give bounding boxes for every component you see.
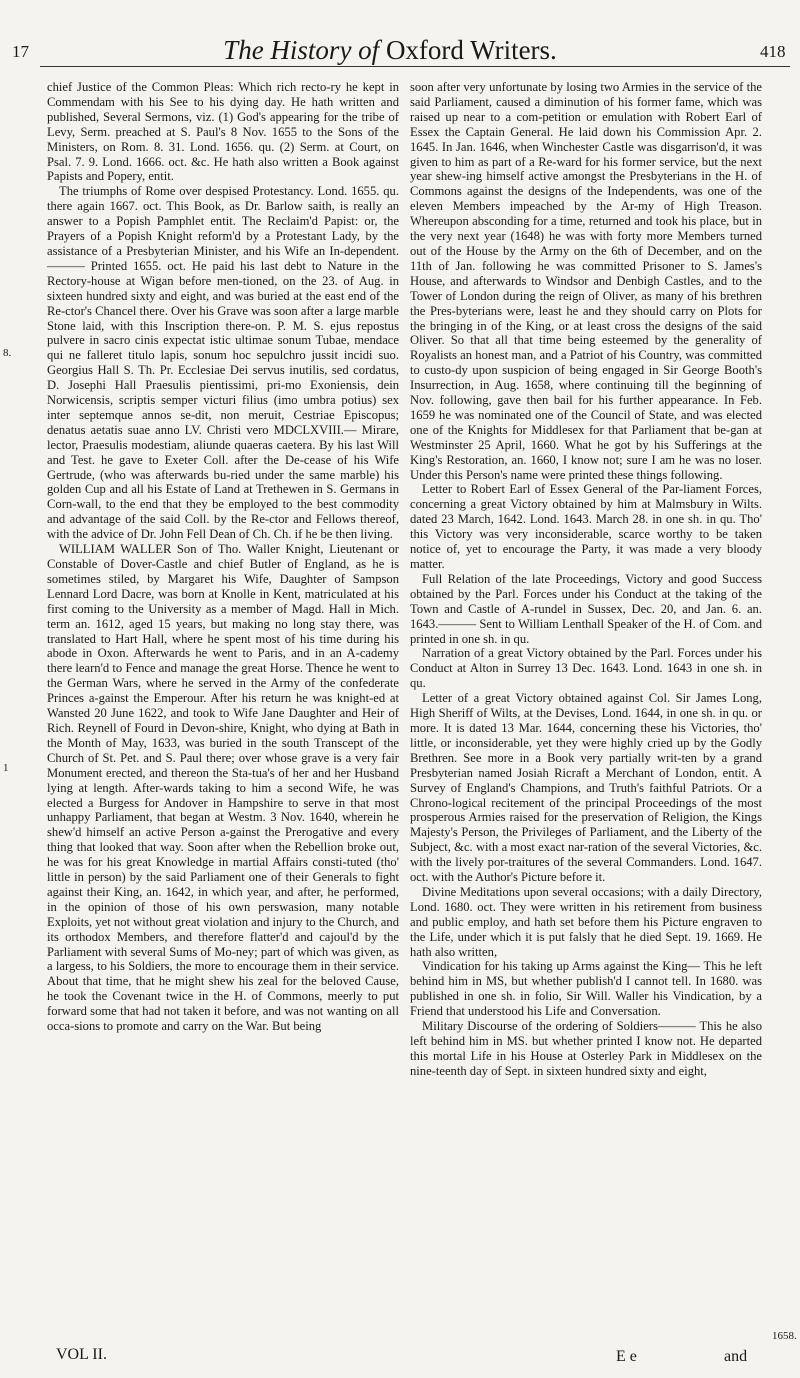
right-page-number: 418 [760,42,786,61]
paragraph: soon after very unfortunate by losing two Armies in the service of the said Parliament, caused a diminution of his former fame, which was raised up near to a com-petition or emulation with Robert Earl of Essex the Captain General. He laid down his Commission Apr. 2. 1645. In Jan. 1646, when Winchester Castle was disgarrison'd, it was given to him as part of a Re-ward for his former service, but the next year shew-ing himself active amongst the Presbyterians in the H. of Commons against the designs of the Independents, was one of the eleven Members impeached by the Ar-my of High Treason. Whereupon absconding for a time, returned and took his place, but in the very next year (1648) he was with forty more Members turned out of the House by the Army on the 6th of December, and on the 11th of Jan. following he was committed Prisoner to S. James's House, and afterwards to Windsor and Denbigh Castles, and to the Tower of London during the reign of Oliver, as many of his brethren the Pres-byterians were, least he and they should carry on Plots for the bringing in of the King, or at least cross the designs of the said Oliver. So that all that time being esteemed by the generality of Royalists an honest man, and a Patriot of his Country, was committed to custo-dy upon suspicion of being engaged in Sir George Booth's Insurrection, in Aug. 1658, where continuing till the beginning of Nov. following, gave then bail for his further appearance. In Feb. 1659 he was nominated one of the Council of State, and was elected one of the Knights for Middlesex for that Parliament that be-gan at Westminster 25 April, 1660. What he got by his Sufferings at the King's Restoration, an. 1660, I know not; sure I am he was no loser. Under this Person's name were printed these things following. [410,80,762,482]
margin-mark-2: 1 [3,762,9,774]
paragraph: Narration of a great Victory obtained by the Parl. Forces under his Conduct at Alton in Surrey 13 Dec. 1643. Lond. 1643 in one sh. in qu. [410,646,762,691]
paragraph: Divine Meditations upon several occasions; with a daily Directory, Lond. 1680. oct. They were written in his retirement from business and public employ, and hath set before them his Picture engraven to the Life, under which it is put falsly that he died Sept. 19. 1669. He hath also written, [410,884,762,959]
right-column [410,80,762,1079]
left-page-number: 17 [12,42,29,61]
volume-signature: VOL II. [56,1346,107,1363]
paragraph: The triumphs of Rome over despised Protestancy. Lond. 1655. qu. there again 1667. oct. This Book, as Dr. Barlow saith, is really an answer to a Popish Pamphlet entit. The Reclaim'd Papist: or, the Prayers of a Popish Knight reform'd by a Protestant Lady, by the assistance of a Presbyterian Minister, and his Wife an In-dependent.——— Printed 1655. oct. He paid his last debt to Nature in the Rectory-house at Wigan before men-tioned, on the 23. of Aug. in sixteen hundred sixty and eight, and was buried at the east end of the Re-ctor's Chancel there. Over his Grave was soon after a large marble Stone laid, with this Inscription there-on. P. M. S. ejus repostus pulvere in sacro cinis expectat istic ultimae sonum Tubae, mendace qui ne falleret titulo lapis, sonum hoc sepulchro jussit incidi suo. Georgius Hall S. Th. Pr. Ecclesiae Dei servus inutilis, sed cordatus, D. Josephi Hall Praesulis pientissimi, pri-mo Exoniensis, dein Norwicensis, scriptis semper victuri filius (imo umbra potius) sex inter septemque annos se-dit, non meruit, Cestriae Episcopus; denatus aetatis suae anno LV. Christi vero MDCLXVIII.— Mirare, lector, Praesulis modestiam, aliunde quaeras caetera. By his last Will and Test. he gave to Exeter Coll. after the De-cease of his Wife Gertrude, (who was afterwards bu-ried under the same marble) his golden Cup and all his Estate of Land at Trethewen in S. Germans in Corn-wall, to the end that they be employed to the best commodity and advantage of the said Coll. by the Re-ctor and Fellows thereof, with the advice of Dr. John Fell Dean of Ch. Ch. if he be then living. [47,184,399,542]
running-title [140,35,640,66]
running-header [0,20,800,68]
gathering-signature: E e [616,1348,637,1365]
left-column [47,80,399,1034]
paragraph: WILLIAM WALLER Son of Tho. Waller Knight, Lieutenant or Constable of Dover-Castle and chief Butler of England, as he is sometimes stiled, by Margaret his Wife, Daughter of Sampson Lennard Lord Dacre, was born at Knolle in Kent, matriculated at his first coming to the University as a member of Magd. Hall in Mich. term an. 1612, aged 15 years, but making no long stay there, was translated to Hart Hall, where he spent most of his time during his abode in Oxon. Afterwards he went to Paris, and in an A-cademy there learn'd to Fence and manage the great Horse. Thence he went to the German Wars, where he served in the Army of the confederate Princes a-gainst the Emperour. After his return he was knight-ed at Wansted 20 June 1622, and took to Wife Jane Daughter and Heir of Rich. Reynell of Fourd in Devon-shire, Knight, who dying at Bath in the Month of May, 1633, was buried in the south Transcept of the Church of St. Pet. and S. Paul there; over whose grave is a very fair Monument erected, and thereon the Sta-tua's of her and her Husband lying at length. After-wards taking to him a second Wife, he was elected a Burgess for Andover in Hampshire to serve in that most unhappy Parliament, that began at Westm. 3 Nov. 1640, wherein he shew'd himself an active Person a-gainst the Prerogative and every thing that looked that way. Soon after when the Rebellion broke out, he was for his great Knowledge in martial Affairs consti-tuted (tho' little in person) by the said Parliament one of their Generals to fight against their King, an. 1642, in which year, and after, he performed, in the opinion of those of his own perswasion, many notable Exploits, yet not without great violation and injury to the Church, and its orthodox Members, and therefore flatter'd and cajoul'd by the Parliament with several Sums of Mo-ney; part of which was given, as a largess, to his Soldiers, the more to encourage them in their service. About that time, that he might shew his zeal for the beloved Cause, he took the Covenant twice in the H. of Commons, meerly to put forward some that had not taken it before, and was not wanting on all occa-sions to promote and carry on the War. But being [47,542,399,1034]
catchword: and [724,1348,748,1365]
paragraph: chief Justice of the Common Pleas: Which rich recto-ry he kept in Commendam with his See to his dying day. He hath written and published, Several Sermons, viz. (1) God's appearing for the tribe of Levy, Serm. preached at S. Paul's 8 Nov. 1655 to the Sons of the Ministers, on Rom. 8. 31. Lond. 1656. qu. (2) Serm. at Court, on Psal. 7. 9. Lond. 1666. oct. &c. He hath also written a Book against Papists and Popery, entit. [47,80,399,184]
title-italic: The History of [223,35,380,65]
title-plain: Oxford Writers. [385,35,557,65]
paragraph: Military Discourse of the ordering of Soldiers——— This he also left behind him in MS. but whether printed I know not. He departed this mortal Life in his House at Osterley Park in Middlesex on the nine-teenth day of Sept. in sixteen hundred sixty and eight, [410,1019,762,1078]
paragraph: Full Relation of the late Proceedings, Victory and good Success obtained by the Parl. Forces under his Conduct at the taking of the Town and Castle of A-rundel in Sussex, Dec. 20, and Jan. 6. an. 1643.——— Sent to William Lenthall Speaker of the H. of Com. and printed in one sh. in qu. [410,571,762,646]
paragraph: Letter of a great Victory obtained against Col. Sir James Long, High Sheriff of Wilts, at the Devises, Lond. 1644, in one sh. in qu. or more. It is dated 13 Mar. 1644, concerning these his Victories, tho' little, or inconsiderable, yet they were highly cried up by the Godly Brethren. See more in a Book very partially writ-ten by a grand Presbyterian named Josiah Ricraft a Merchant of London, entit. A Survey of England's Champions, and Truth's faithful Patriots. Or a Chrono-logical recitement of the principal Proceedings of the most prosperous Armies raised for the preservation of Religion, the Kings Majesty's Person, the Privileges of Parliament, and the Liberty of the Subject, &c. with a most exact nar-ration of the several Victories, &c. with the lively por-traitures of the several Commanders. Lond. 1647. oct. with the Author's Picture before it. [410,691,762,885]
header-rule [40,66,790,67]
paragraph: Letter to Robert Earl of Essex General of the Par-liament Forces, concerning a great Victory obtained by him at Malmsbury in Wilts. dated 23 March, 1642. Lond. 1643. March 28. in one sh. in qu. Tho' this Victory was very inconsiderable, scarce worthy to be taken notice of, yet to encourage the Party, it was made a very bloody matter. [410,482,762,571]
paragraph: Vindication for his taking up Arms against the King— This he left behind him in MS, but whether publish'd I cannot tell. In 1680. was published in one sh. in folio, Sir Will. Waller his Vindication, by a Friend that understood his Life and Conversation. [410,959,762,1019]
margin-mark: 8. [3,347,12,359]
margin-year: 1658. [772,1330,797,1342]
